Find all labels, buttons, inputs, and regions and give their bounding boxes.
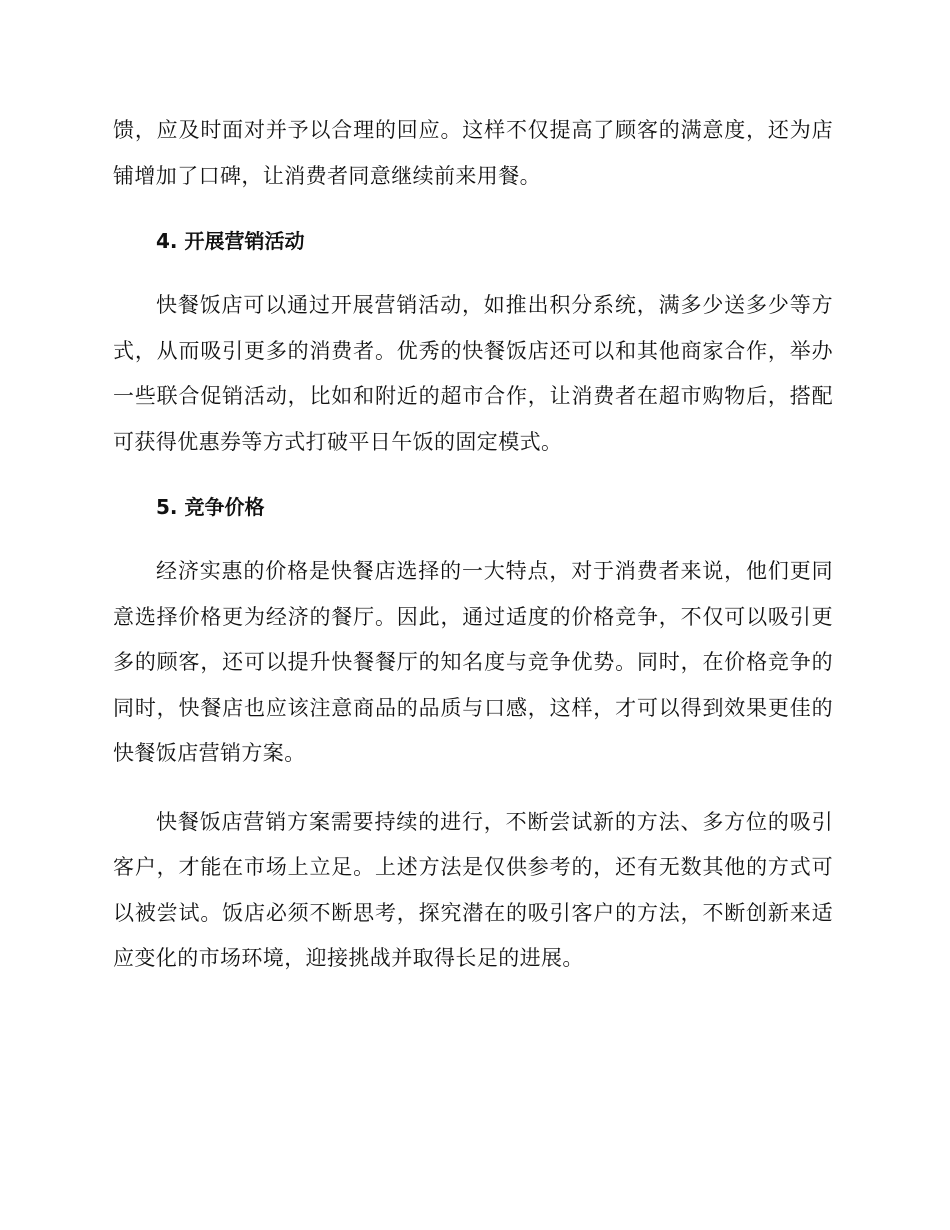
section-heading-4: 4. 开展营销活动: [156, 229, 305, 253]
paragraph-intro-continuation: 馈，应及时面对并予以合理的回应。这样不仅提高了顾客的满意度，还为店铺增加了口碑，让消费者同意继续前来用餐。: [113, 118, 833, 188]
section-heading-5: 5. 竞争价格: [156, 495, 265, 519]
paragraph-section-5: 经济实惠的价格是快餐店选择的一大特点，对于消费者来说，他们更同意选择价格更为经济的餐厅。因此，通过适度的价格竞争，不仅可以吸引更多的顾客，还可以提升快餐餐厅的知名度与竞争优势。同时，在价格竞争的同时，快餐店也应该注意商品的品质与口感，这样，才可以得到效果更佳的快餐饭店营销方案。: [113, 559, 833, 765]
document-body: [113, 108, 833, 982]
paragraph-section-4: 快餐饭店可以通过开展营销活动，如推出积分系统，满多少送多少等方式，从而吸引更多的消费者。优秀的快餐饭店还可以和其他商家合作，举办一些联合促销活动，比如和附近的超市合作，让消费者在超市购物后，搭配可获得优惠券等方式打破平日午饭的固定模式。: [113, 293, 833, 454]
paragraph-conclusion: 快餐饭店营销方案需要持续的进行，不断尝试新的方法、多方位的吸引客户，才能在市场上立足。上述方法是仅供参考的，还有无数其他的方式可以被尝试。饭店必须不断思考，探究潜在的吸引客户的方法，不断创新来适应变化的市场环境，迎接挑战并取得长足的进展。: [113, 809, 833, 970]
